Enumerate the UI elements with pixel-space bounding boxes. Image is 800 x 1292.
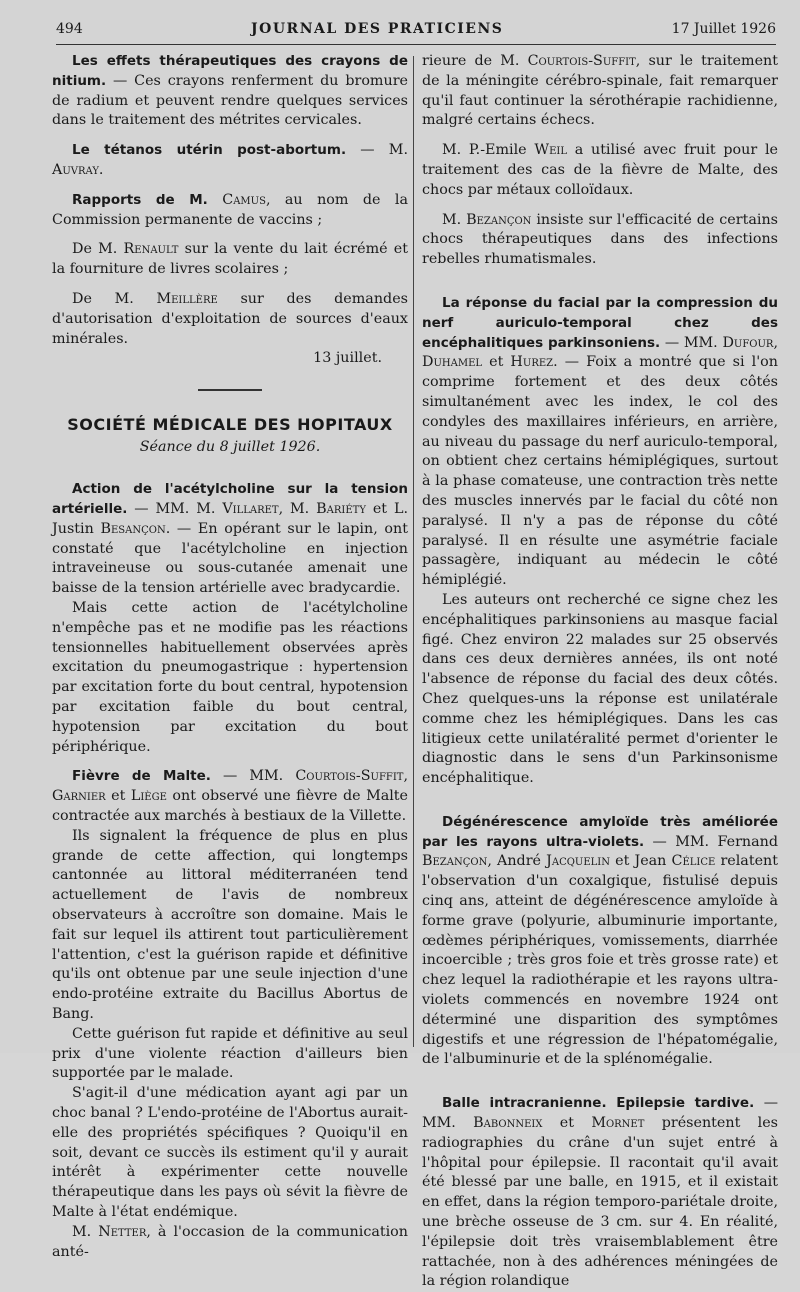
malte-paragraph-3: Cette guérison fut rapide et définitive au seul prix d'une violente réaction d'ailleurs bien supportée par le malade. [52, 1025, 408, 1082]
item-fievre-malte: Fièvre de Malte. — MM. Courtois-Suffit, Garnier et Liège ont observé une fièvre de Malte contractée aux marchés à bestiaux de la Villette. [52, 768, 409, 824]
item-weil: M. P.-Emile Weil a utilisé avec fruit pour le traitement des cas de la fièvre de Malte, des chocs par métaux colloïdaux. [422, 142, 778, 198]
malte-paragraph-2: Ils signalent la fréquence de plus en plus grande de cette affection, qui longtemps cantonnée au littoral méditerranéen tend actuellement de l'avis de nombreux observateurs à accroître son domaine. Mais le fait sur lequel ils attirent tout particulièrement l'attention, c'est la guérison rapide et définitive qu'ils ont obtenue par une seule injection d'une endo-protéine extraite du Bacillus Abortus de Bang. [52, 827, 408, 1022]
item-degenerescence: Dégénérescence amyloïde très améliorée par les rayons ultra-violets. — MM. Fernand Bezançon, André Jacquelin et Jean Célice relatent l'observation d'un coxalgique, fistulisé depuis cinq ans, atteint de dégénérescence amyloïde à forme grave (polyurie, albuminurie importante, œdèmes périphériques, vomissements, diarrhée incoercible ; très gros foie et très grosse rate) et chez lequel la radiothérapie et les rayons ultra-violets commencés en novembre 1924 ont déterminé une disparition des symptômes digestifs et une régression de l'hépatomégalie, de l'albuminurie et de la splénomégalie. [422, 813, 778, 1068]
netter-continuation: rieure de M. Courtois-Suffit, sur le traitement de la méningite cérébro-spinale, fait remarquer qu'il faut continuer la sérothérapie rachidienne, malgré certains échecs. [422, 53, 778, 129]
item-balle: Balle intracranienne. Epilepsie tardive. — MM. Babonneix et Mornet présentent les radiographies du crâne d'un sujet entré à l'hôpital pour épilepsie. Il racontait qu'il avait été blessé par une balle, en 1915, et il existait en effet, dans la région temporo-pariétale droite, une brèche osseuse de 3 cm. sur 4. En réalité, l'épilepsie doit très vraisemblablement être rattachée, non à des adhérences méningées de la région rolandique [422, 1095, 779, 1290]
society-heading: SOCIÉTÉ MÉDICALE DES HOPITAUX [67, 414, 393, 434]
page-header [56, 14, 776, 45]
item-meillere: De M. Meillère sur des demandes d'autorisation d'exploitation de sources d'eaux minérales. [52, 290, 408, 347]
dateline: 13 juillet. [313, 350, 382, 367]
item-crayons-nitium: Les effets thérapeutiques des crayons de nitium. — Ces crayons renferment du bromure de radium et peuvent rendre quelques services dans le traitement des métrites cervicales. [52, 53, 408, 129]
acetylcholine-paragraph-2: Mais cette action de l'acétylcholine n'empêche pas et ne modifie pas les réactions tensionnelles habituellement observées après excitation du pneumogastrique : hypertension par excitation forte du bout central, hypotension par excitation faible du bout central, hypotension par excitation du bout périphérique. [52, 600, 408, 755]
left-column [52, 52, 409, 1260]
item-renault: De M. Renault sur la vente du lait écrémé et la fourniture de livres scolaires ; [52, 241, 409, 278]
item-tetanos: Le tétanos utérin post-abortum. — M. Auvray. [52, 142, 408, 178]
issue-date: 17 Juillet 1926 [671, 21, 776, 37]
section-rule [198, 389, 262, 391]
item-acetylcholine: Action de l'acétylcholine sur la tension artérielle. — MM. M. Villaret, M. Bariéty et L. Justin Besançon. — En opérant sur le lapin, ont constaté que l'acétylcholine en injection intraveineuse ou sous-cutanée amenait une baisse de la tension artérielle avec bradycardie. [52, 481, 409, 597]
session-date: Séance du 8 juillet 1926. [139, 439, 321, 456]
item-rapports: Rapports de M. Camus, au nom de la Commission permanente de vaccins ; [52, 191, 408, 228]
page-number: 494 [56, 21, 83, 37]
journal-title: JOURNAL DES PRATICIENS [251, 21, 504, 37]
facial-paragraph-2: Les auteurs ont recherché ce signe chez les encéphalitiques parkinsoniens au masque facial figé. Chez environ 22 malades sur 25 observés dans ces deux dernières années, ils ont noté l'absence de réponse du facial des deux côtés. Chez quelques-uns la réponse est unilatérale comme chez les hémiplégiques. Dans les cas litigieux cette unilatéralité permet d'orienter le diagnostic dans le sens d'un Parkinsonisme encéphalitique. [422, 591, 778, 787]
malte-paragraph-4: S'agit-il d'une médication ayant agi par un choc banal ? L'endo-protéine de l'Abortus aurait-elle des propriétés spécifiques ? Quoiqu'il en soit, devant ce succès ils estiment qu'il y aurait intérêt à expérimenter cette nouvelle thérapeutique dans les pays où sévit la fièvre de Malte à l'état endémique. [52, 1085, 408, 1220]
item-bezancon: M. Bezançon insiste sur l'efficacité de certains chocs thérapeutiques dans des infections rebelles rhumatismales. [422, 211, 778, 268]
right-column [422, 52, 779, 1290]
item-reponse-facial: La réponse du facial par la compression du nerf auriculo-temporal chez des encéphalitiques parkinsoniens. — MM. Dufour, Duhamel et Hurez. — Foix a montré que si l'on comprime fortement et des deux côtés simultanément avec les index, le col des condyles des maxillaires inférieurs, en arrière, au niveau du passage du nerf auriculo-temporal, on obtient chez certains hémiplégiques, surtout à la phase comateuse, une contraction très nette des muscles innervés par le facial du côté non paralysé. Il n'y a pas de réponse du côté paralysé. Il en résulte une asymétrie faciale passagère, indiquant au médecin le côté hémiplégié. [422, 294, 778, 589]
malte-paragraph-5: M. Netter, à l'occasion de la communication anté- [52, 1223, 408, 1260]
column-divider [413, 56, 414, 1047]
